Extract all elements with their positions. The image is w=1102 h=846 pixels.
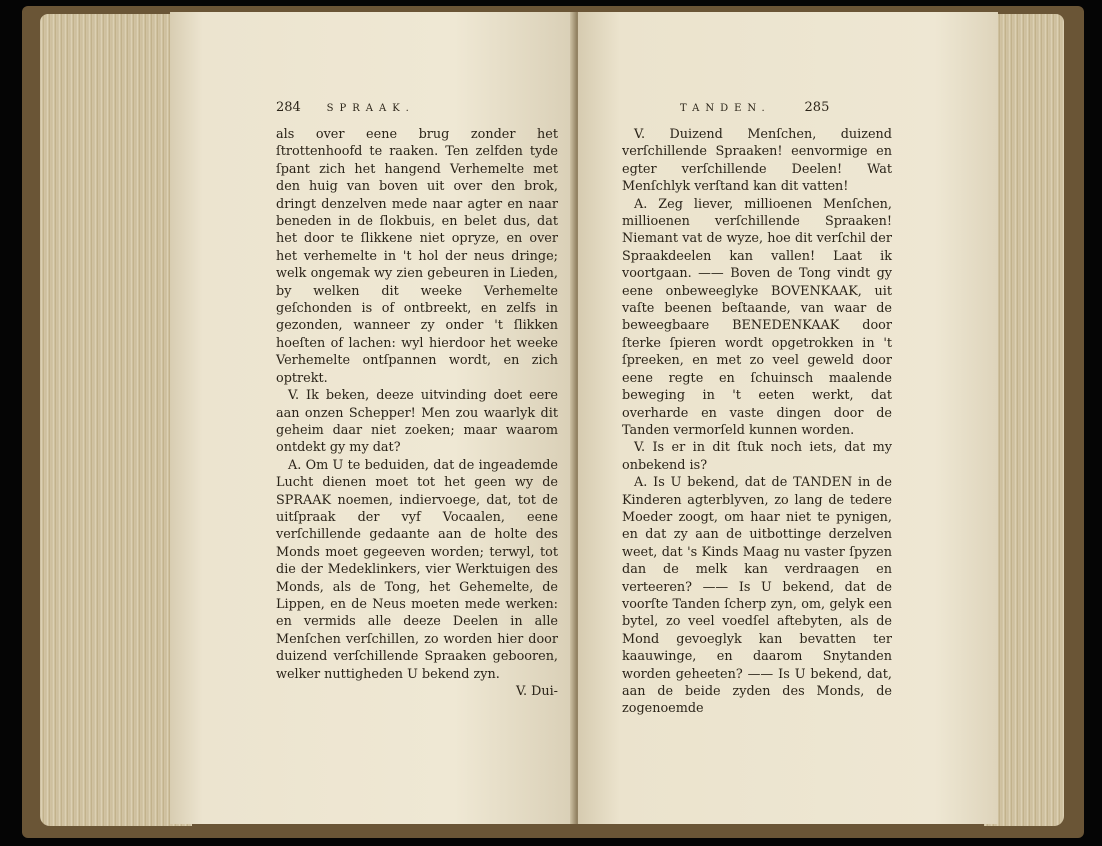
- right-page-header: [680, 100, 829, 120]
- right-running-head: TANDEN.: [680, 103, 771, 114]
- left-running-head: SPRAAK.: [326, 103, 415, 114]
- catchword: V. Dui-: [515, 684, 558, 699]
- left-page: [170, 12, 576, 824]
- left-page-text: [276, 126, 558, 700]
- left-page-number: 284: [276, 100, 301, 115]
- paragraph: A. Is U bekend, dat de TANDEN in de Kinderen agterblyven, zo lang de tedere Moeder zoogt, om haar niet te pynigen, en dat zy aan de uitbottinge derzelven weet, dat 's Kinds Maag nu vaster ſpyzen dan de melk kan verdraagen en verteeren? —— Is U bekend, dat de voorſte Tanden ſcherp zyn, om, gelyk een bytel, zo veel voedſel aftebyten, als de Mond gevoeglyk kan bevatten ter kaauwinge, en daarom Snytanden worden geheeten? —— Is U bekend, dat, aan de beide zyden des Monds, de zogenoemde: [622, 475, 892, 717]
- paragraph: A. Om U te beduiden, dat de ingeademde Lucht dienen moet tot het geen wy de SPRAAK noemen, indiervoege, dat, tot de uitſpraak der vyf Vocaalen, eene verſchillende gedaante aan de holte des Monds moet gegeeven worden; terwyl, tot die der Medeklinkers, vier Werktuigen des Monds, als de Tong, het Gehemelte, de Lippen, en de Neus moeten mede werken: en vermids alle deeze Deelen in alle Menſchen verſchillen, zo worden hier door duizend verſchillende Spraaken gebooren, welker nuttigheden U bekend zyn.: [276, 457, 558, 682]
- open-book: [22, 6, 1084, 838]
- paragraph: V. Duizend Menſchen, duizend verſchillende Spraaken! eenvormige en egter verſchillende Deelen! Wat Menſchlyk verſtand kan dit vatten!: [622, 127, 892, 195]
- left-page-header: [276, 100, 415, 120]
- paragraph: A. Zeg liever, millioenen Menſchen, millioenen verſchillende Spraaken! Niemant vat de wyze, hoe dit verſchil der Spraakdeelen kan vallen! Laat ik voortgaan. —— Boven de Tong vindt gy eene onbeweeglyke BOVENKAAK, uit vaſte beenen beſtaande, van waar de beweegbaare BENEDENKAAK door ſterke ſpieren wordt opgetrokken in 't ſpreeken, en met zo veel geweld door eene regte en ſchuinsch maalende beweging in 't eeten werkt, dat overharde en vaste dingen door de Tanden vermorſeld kunnen worden.: [622, 196, 892, 438]
- paragraph: V. Ik beken, deeze uitvinding doet eere aan onzen Schepper! Men zou waarlyk dit geheim daar niet zoeken; maar waarom ontdekt gy my dat?: [276, 388, 558, 456]
- right-page-number: 285: [804, 100, 830, 115]
- paragraph: als over eene brug zonder het ſtrottenhoofd te raaken. Ten zelfden tyde ſpant zich het hangend Verhemelte met den huig van boven uit over den brok, dringt denzelven mede naar agter en naar beneden in de ſlokbuis, en belet dus, dat het door te ſlikkene niet opryze, en over het verhemelte in 't hol der neus dringe; welk ongemak wy zien gebeuren in Lieden, by welken dit weeke Verhemelte geſchonden is of ontbreekt, en zelfs in gezonden, wanneer zy onder 't ſlikken hoeſten of lachen: wyl hierdoor het weeke Verhemelte ontſpannen wordt, en zich optrekt.: [276, 127, 558, 386]
- right-page-text: [622, 126, 892, 718]
- right-page: [578, 12, 998, 824]
- paragraph: V. Is er in dit ſtuk noch iets, dat my onbekend is?: [622, 440, 892, 473]
